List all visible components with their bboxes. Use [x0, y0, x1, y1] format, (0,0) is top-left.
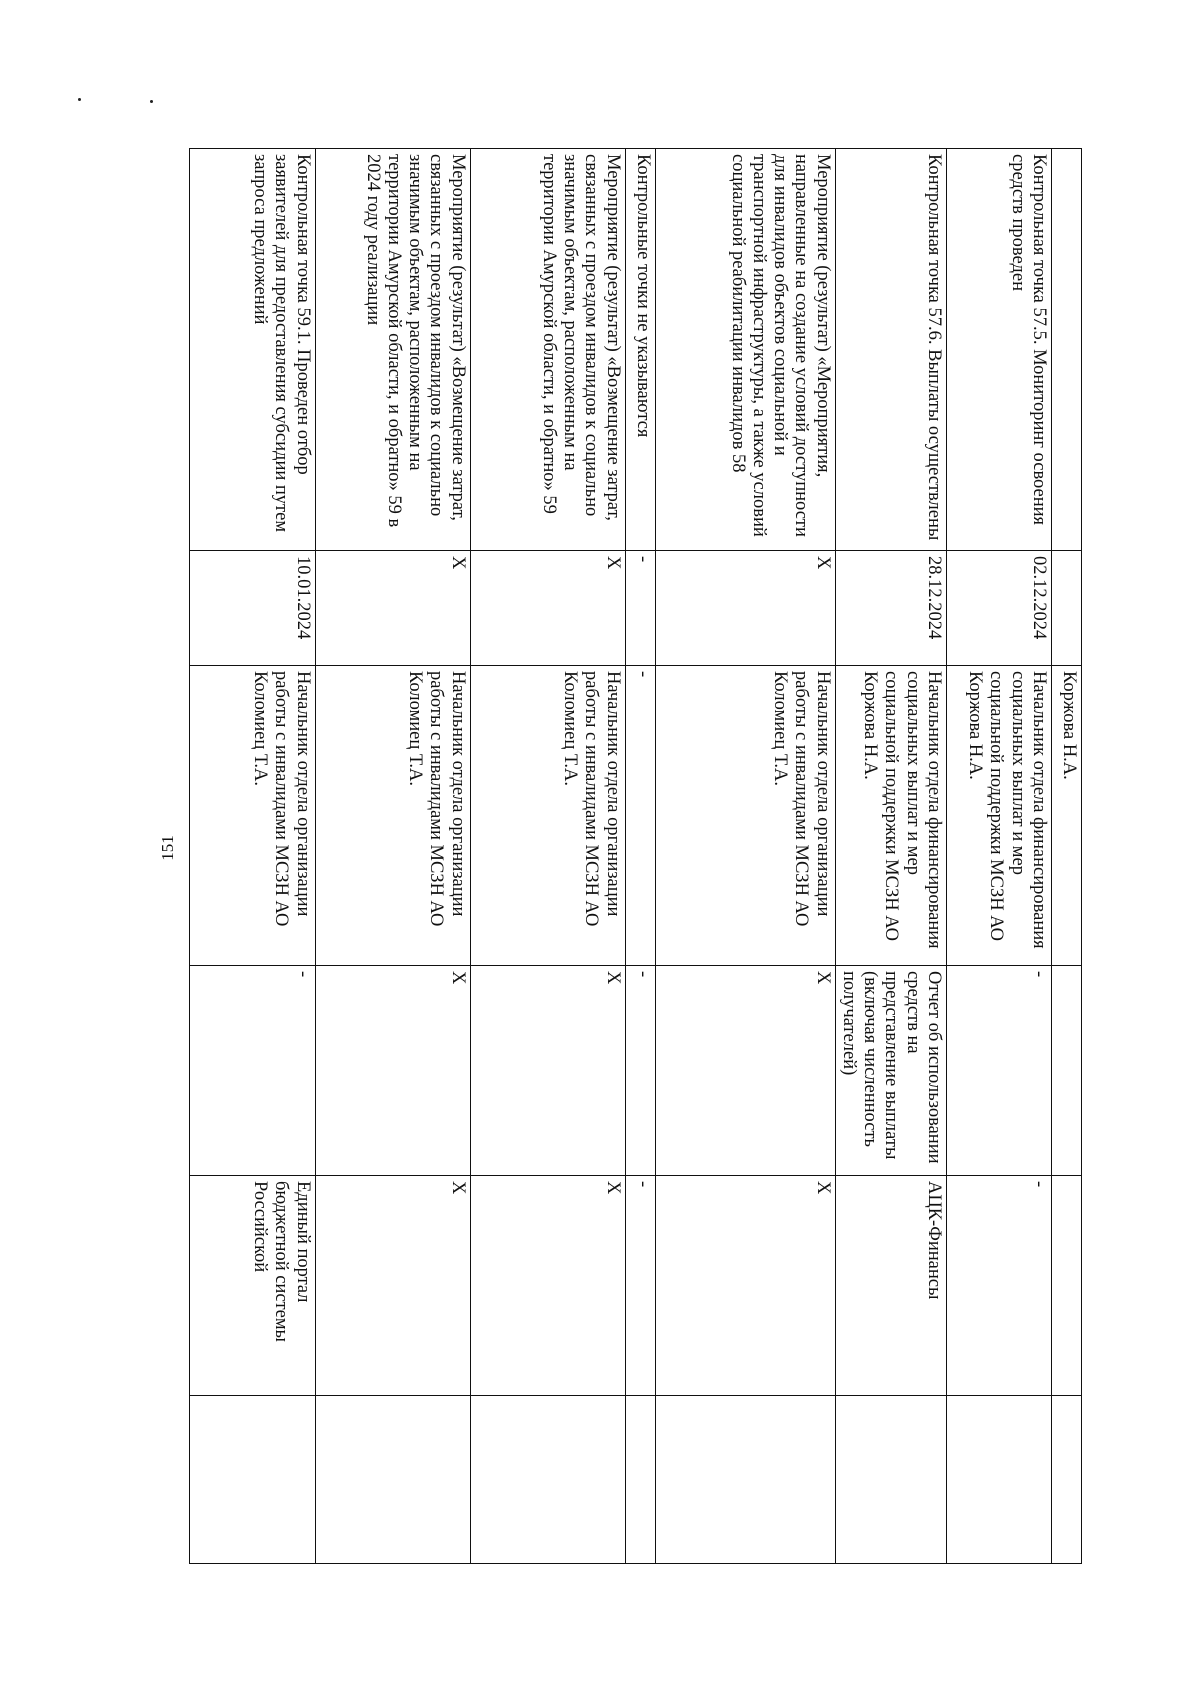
- table-cell: [1052, 551, 1082, 666]
- table-cell: X: [315, 966, 470, 1176]
- rotated-table-wrapper: [196, 148, 1082, 1563]
- table-cell: Мероприятие (результат) «Возмещение затрат, связанных с проездом инвалидов к социально значимым объектам, расположенным на территории Амурской области, и обратно» 59 в 2024 году реализации: [315, 149, 470, 551]
- table-cell: [1052, 1396, 1082, 1564]
- table-cell: 10.01.2024: [189, 551, 315, 666]
- table-cell: Начальник отдела финансирования социальных выплат и мер социальной поддержки МСЗН АО Коржова Н.А.: [947, 666, 1052, 966]
- table-cell: Контрольная точка 57.5. Мониторинг освоения средств проведен: [947, 149, 1052, 551]
- table-cell: -: [625, 1176, 655, 1396]
- table-cell: 02.12.2024: [947, 551, 1052, 666]
- table-body: [189, 149, 1081, 1564]
- table-cell: Отчет об использовании средств на представление выплаты (включая численность получателей): [835, 966, 946, 1176]
- table-cell: [1052, 966, 1082, 1176]
- table-cell: [470, 1396, 625, 1564]
- table-cell: АЦК-Финансы: [835, 1176, 946, 1396]
- table-cell: -: [189, 966, 315, 1176]
- table-cell: Начальник отдела организации работы с инвалидами МСЗН АО Коломиец Т.А.: [655, 666, 835, 966]
- table-cell: -: [625, 666, 655, 966]
- table-cell: [315, 1396, 470, 1564]
- table-cell: [189, 1396, 315, 1564]
- scan-speck: [150, 100, 153, 103]
- data-table: [189, 148, 1082, 1564]
- table-cell: Начальник отдела организации работы с инвалидами МСЗН АО Коломиец Т.А.: [315, 666, 470, 966]
- table-row: [470, 149, 625, 1564]
- table-cell: X: [655, 1176, 835, 1396]
- table-cell: X: [655, 551, 835, 666]
- table-cell: Единый портал бюджетной системы Российской: [189, 1176, 315, 1396]
- table-cell: [655, 1396, 835, 1564]
- table-cell: Контрольная точка 57.6. Выплаты осуществлены: [835, 149, 946, 551]
- page-number: 151: [158, 835, 177, 861]
- table-cell: X: [470, 966, 625, 1176]
- table-cell: -: [947, 966, 1052, 1176]
- scan-speck: [78, 98, 81, 101]
- table-row: [655, 149, 835, 1564]
- table-cell: [1052, 149, 1082, 551]
- table-cell: -: [947, 1176, 1052, 1396]
- table-cell: X: [470, 551, 625, 666]
- table-row: [189, 149, 315, 1564]
- table-cell: Начальник отдела организации работы с инвалидами МСЗН АО Коломиец Т.А.: [189, 666, 315, 966]
- table-row: [625, 149, 655, 1564]
- table-cell: Начальник отдела финансирования социальных выплат и мер социальной поддержки МСЗН АО Коржова Н.А.: [835, 666, 946, 966]
- table-cell: X: [470, 1176, 625, 1396]
- table-cell: Мероприятие (результат) «Возмещение затрат, связанных с проездом инвалидов к социально значимым объектам, расположенным на территории Амурской области, и обратно» 59: [470, 149, 625, 551]
- table-cell: -: [625, 966, 655, 1176]
- table-cell: [1052, 1176, 1082, 1396]
- table-cell: Мероприятие (результат) «Мероприятия, направленные на создание условий доступности для инвалидов объектов социальной и транспортной инфраструктуры, а также условий социальной реабилитации инвалидов 58: [655, 149, 835, 551]
- table-row: [835, 149, 946, 1564]
- table-cell: -: [625, 551, 655, 666]
- table-cell: Начальник отдела организации работы с инвалидами МСЗН АО Коломиец Т.А.: [470, 666, 625, 966]
- table-row: [315, 149, 470, 1564]
- table-cell: Контрольные точки не указываются: [625, 149, 655, 551]
- table-cell: Коржова Н.А.: [1052, 666, 1082, 966]
- table-cell: [947, 1396, 1052, 1564]
- table-cell: [625, 1396, 655, 1564]
- table-row: [947, 149, 1052, 1564]
- table-cell: X: [655, 966, 835, 1176]
- table-cell: X: [315, 1176, 470, 1396]
- table-cell: Контрольная точка 59.1. Проведен отбор заявителей для предоставления субсидии путем запроса предложений: [189, 149, 315, 551]
- table-row: [1052, 149, 1082, 1564]
- table-cell: [835, 1396, 946, 1564]
- table-cell: X: [315, 551, 470, 666]
- table-cell: 28.12.2024: [835, 551, 946, 666]
